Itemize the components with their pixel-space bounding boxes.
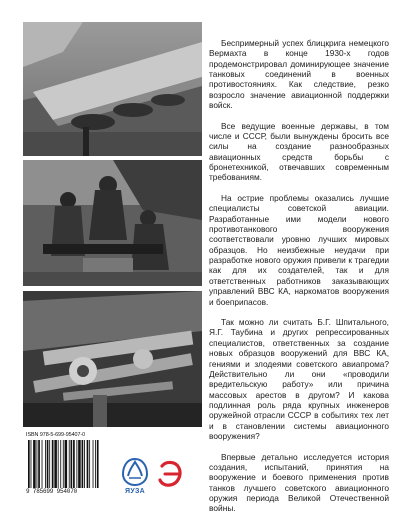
yauza-logo-icon [120,456,150,488]
barcode-bar [93,440,94,488]
barcode-bar [82,440,84,488]
paragraph-5: Впервые детально исследуется история создания, испытаний, принятия на вооружение и боевого применения против танков лучшего советского авиационного оружия периода Великой Отечественной войны. [209,451,389,514]
barcode-bar [45,440,46,488]
barcode-bar [47,440,49,488]
barcode-bar [54,440,57,488]
isbn-digits: 9 785699 954070 [26,488,78,495]
barcode-bar [76,440,77,488]
paragraph-4: Так можно ли считать Б.Г. Шпитального, Я.Г. Таубина и других репрессированных специалистов, ответственных за создание новых образцов вооружений для ВВС КА, гениями и злодеями советского авиапрома? Действительно ли они «проводили вредительскую работу» или причина массовых арестов в другом? И какова подлинная роль ряда крупных инженеров оружейной отрасли СССР в событиях тех лет и в становлении системы авиационного вооружения? [209,317,389,441]
isbn-number: ISBN 978-5-699-95407-0 [26,432,86,438]
barcode-bar [69,440,70,488]
barcode-bar [33,440,36,488]
paragraph-1: Беспримерный успех блицкрига немецкого Вермахта в конце 1930-х годов продемонстрировал доминирующее значение танковых соединений в военных противостояниях. Как следствие, резко возросло значение авиационной поддержки войск. [209,38,389,111]
barcode-bar [63,440,64,488]
yauza-logo [120,456,150,498]
eksmo-logo [156,458,184,492]
barcode-bar [60,440,61,488]
barcode-bar [78,440,81,488]
paragraph-2: Все ведущие военные державы, в том числе и СССР, были вынуждены бросить все силы на создание разнообразных авиационных средств борьбы с бронетехникой, отвечавших современным требованиям. [209,120,389,183]
barcode-bar [95,440,96,488]
barcode-bar [73,440,75,488]
barcode-bar [38,440,40,488]
photo-mechanics-with-cannon [23,160,202,286]
barcode-bar [37,440,38,488]
yauza-logo-text: ЯУЗА [124,488,146,495]
barcode-bar [31,440,32,488]
paragraph-3: На острие проблемы оказались лучшие специалисты советской авиации. Разработанные ими модели нового противотанкового вооружения соответствовали уровню лучших мировых образцов. Но неизбежные неудачи при разработке нового оружия привели к трагедии как для их создателей, так и для ответственных работников заказывающих управлений ВВС КА, наркоматов вооружения и боеприпасов. [209,193,389,307]
barcode-bar [87,440,89,488]
barcode-bars [26,440,118,488]
description-column [209,38,389,524]
barcode-bar [49,440,50,488]
photo-aircraft-wing-bombs [23,22,202,156]
barcode-bar [89,440,90,488]
photo-aircraft-gun-mount [23,291,202,427]
barcode-bar [84,440,85,488]
barcode-bar [42,440,43,488]
barcode-bar [65,440,68,488]
barcode-bar [71,440,73,488]
eksmo-logo-icon [156,458,184,492]
barcode-bar [97,440,99,488]
barcode-bar [52,440,54,488]
barcode-bar [58,440,59,488]
isbn-barcode [26,432,118,498]
barcode-bar [28,440,30,488]
